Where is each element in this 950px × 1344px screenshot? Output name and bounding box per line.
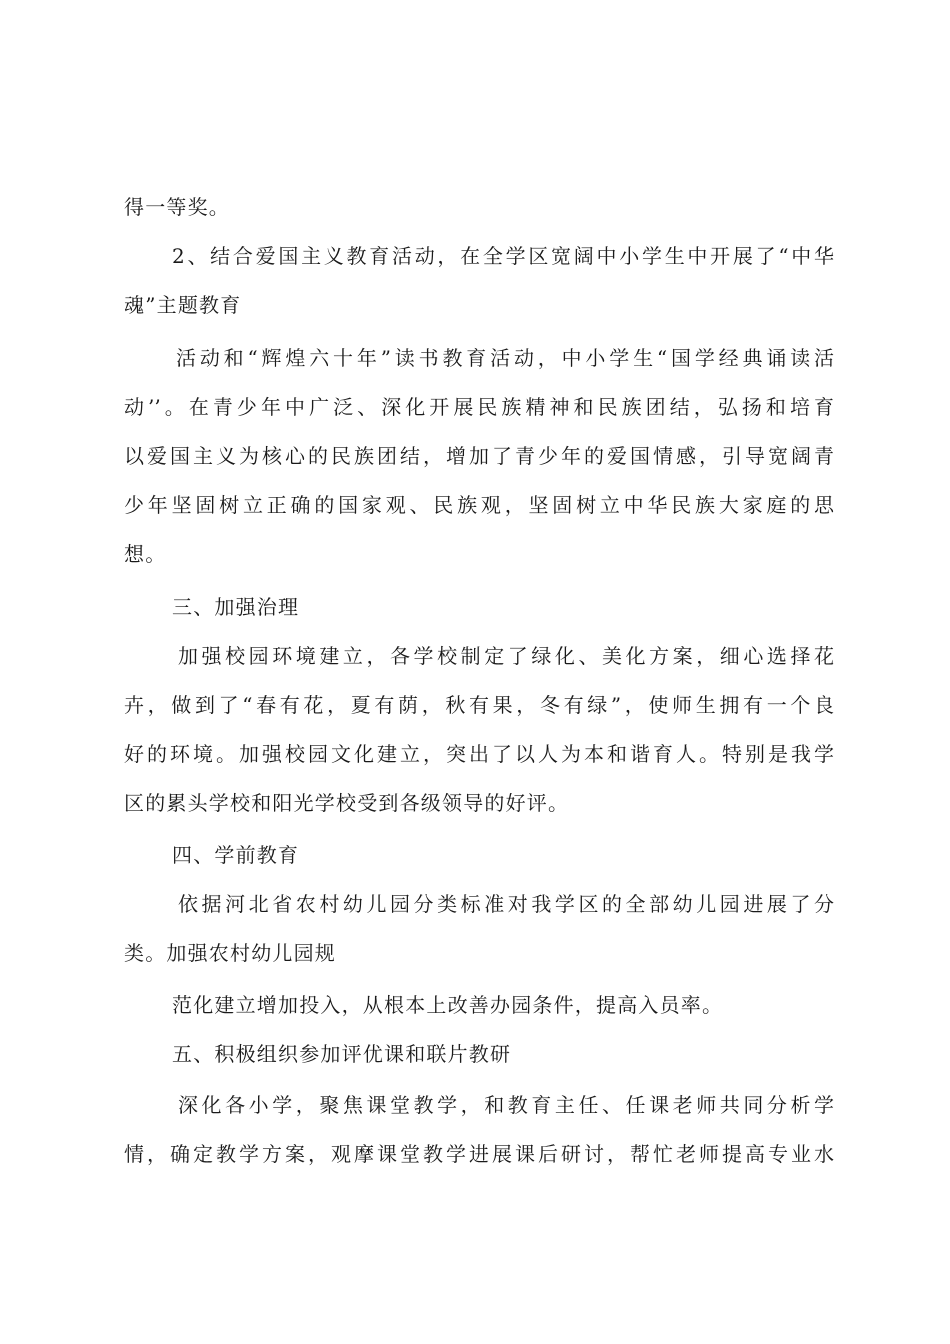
text-line: 2、结合爱国主义教育活动，在全学区宽阔中小学生中开展了“中华 — [172, 244, 834, 268]
text-line: 深化各小学，聚焦课堂教学，和教育主任、任课老师共同分析学 — [178, 1093, 834, 1117]
text-line: 魂”主题教育 — [124, 293, 242, 317]
text-line: 加强校园环境建立，各学校制定了绿化、美化方案，细心选择花 — [178, 644, 834, 668]
section-heading: 五、积极组织参加评优课和联片教研 — [172, 1042, 512, 1066]
section-heading: 三、加强治理 — [172, 595, 300, 619]
text-line: 情，确定教学方案，观摩课堂教学进展课后研讨，帮忙老师提高专业水 — [124, 1142, 834, 1166]
text-line: 类。加强农村幼儿园规 — [124, 941, 336, 965]
text-line: 以爱国主义为核心的民族团结，增加了青少年的爱国情感，引导宽阔青 — [124, 444, 834, 468]
text-line: 活动和“辉煌六十年”读书教育活动，中小学生“国学经典诵读活 — [176, 346, 834, 370]
text-line: 依据河北省农村幼儿园分类标准对我学区的全部幼儿园进展了分 — [178, 892, 834, 916]
text-line: 卉，做到了“春有花，夏有荫，秋有果，冬有绿”，使师生拥有一个良 — [124, 693, 834, 717]
text-line: 动’’。在青少年中广泛、深化开展民族精神和民族团结，弘扬和培育 — [124, 395, 834, 419]
text-line: 想。 — [124, 542, 167, 566]
text-line: 好的环境。加强校园文化建立，突出了以人为本和谐育人。特别是我学 — [124, 742, 834, 766]
text-line: 少年坚固树立正确的国家观、民族观，坚固树立中华民族大家庭的思 — [124, 493, 834, 517]
text-line: 区的累头学校和阳光学校受到各级领导的好评。 — [124, 791, 570, 815]
text-line: 得一等奖。 — [124, 195, 230, 219]
text-line: 范化建立增加投入，从根本上改善办园条件，提高入员率。 — [172, 993, 724, 1017]
section-heading: 四、学前教育 — [172, 843, 300, 867]
